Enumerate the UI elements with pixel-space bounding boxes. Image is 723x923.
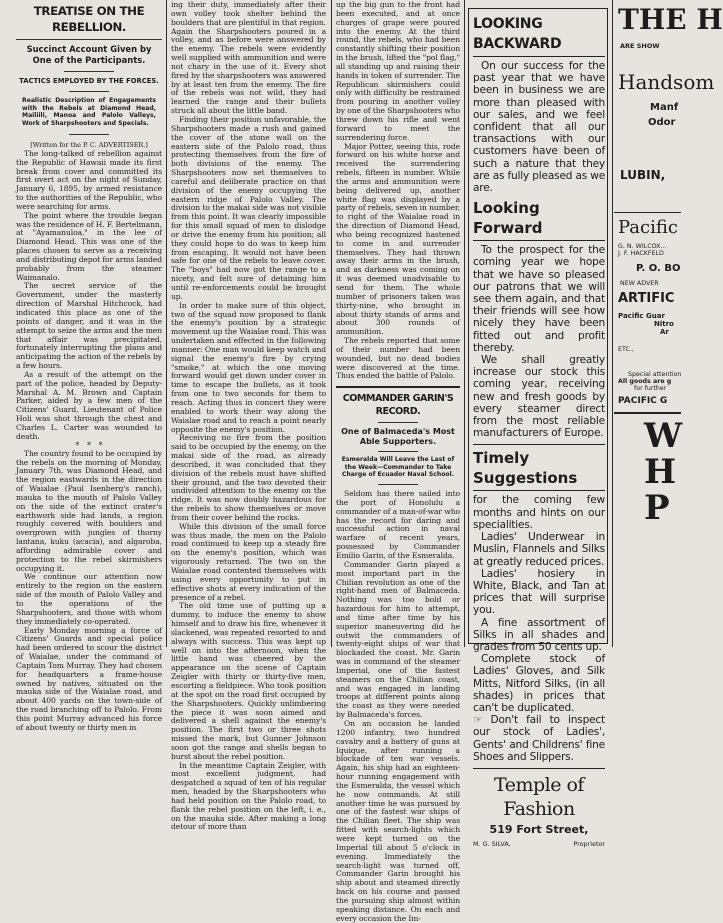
ad-text: for further xyxy=(634,385,667,392)
ad-text: We shall greatly increase our stock this coming year, receiving new and fresh goods by every steamer direct from the most reliable manufacturers of Europe. xyxy=(473,354,605,440)
ad-text: Ar xyxy=(660,328,669,336)
column-rule xyxy=(612,0,613,647)
column-rule xyxy=(464,0,465,647)
section-heading: TACTICS EMPLOYED BY THE FORCES. xyxy=(19,77,159,85)
paragraph: The long-talked of rebellion against the Republic of Hawaii made its first break from cover and committed its first overt act on the night of Sunday, January 6, 1895, by armed resistance to the authorities of the Republic, who were searching for arms. xyxy=(16,148,162,211)
paragraph: Commander Garin played a most important part in the Chilian revolution as one of the right-hand men of Balmaceda. Nothing was too bold or hazardous for him to attempt, and time after time by his superior maneuvering did he outwit the commanders of twenty-eight ships of war that blockaded the coast. Mr. Garin was in command of the steamer Imperial, one of the fastest steamers on the Chilian coast, and was engaged in landing troops at different points along the coast as they were needed by Balmaceda's forces. xyxy=(336,559,460,720)
divider xyxy=(614,212,681,213)
article-subtitle: Succinct Account Given by One of the Participants. xyxy=(26,44,152,65)
article-title: TREATISE ON THE REBELLION. xyxy=(33,4,145,34)
ad-heading: Looking Forward xyxy=(473,199,543,238)
ad-proprietor-name: M. G. SILVA, xyxy=(473,839,511,848)
paragraph: In order to make sure of this object, two of the squad now proposed to flank the enemy's position by a strategic movement up the Waialae road. This was undertaken and effected in the following manner: One man would keep watch and signal the enemy's fire by crying "smoke," at which the one moving forward would get down under cover in time to escape the bullets, as it took from one to two seconds for them to reach. Acting thus in concert they were enabled to work their way along the Waialae road and to reach a point nearly opposite the enemy's position. xyxy=(171,300,326,434)
ad-proprietor-role: Proprietor xyxy=(573,839,605,848)
article-title: COMMANDER GARIN'S RECORD. xyxy=(342,393,454,418)
ad-heading: P xyxy=(644,488,670,528)
paragraph: ing their duty, immediately after their own volley took shelter behind the boulders that are plentiful in that region. Again the Sharpshooters poured in a volley, and as before were answered by the enemy. The rebels were evidently well supplied with ammunition and were not chary in the use of it. Every shot fired by the sharpshooters was answered by at least ten from the enemy. The fire of the rebels was not wild, they had learned the range and their bullets struck all about the little band. xyxy=(171,0,327,116)
ad-heading: LUBIN, xyxy=(620,168,666,182)
paragraph: Major Potter, seeing this, rode forward on his white horse and received the surrendering rebels, fifteen in number. While the arms and ammunition were being delivered up, another white flag was displayed by a party of rebels, seven in number, to right of the Waialae road in the direction of Diamond Head, who being recognized hastened to come in and surrender themselves. They had thrown away their arms in the brush, and as darkness was coming on it was deemed unadvisable to send for them. The whole number of prisoners taken was thirty-nine, who brought in about thirty stands of arms and about 300 rounds of ammunition. xyxy=(336,141,460,337)
ad-list-item: A fine assortment of Silks in all shades and grades from 50 cents up. xyxy=(473,616,605,653)
column-2 xyxy=(171,0,327,832)
ad-text: Odor xyxy=(648,117,676,128)
paragraph: The rebels reported that some of their number had been wounded, but no dead bodies were discovered at the time. Thus ended the battle of Palolo. xyxy=(336,336,460,381)
ad-text: Manf xyxy=(650,102,679,113)
ad-text: P. O. BO xyxy=(636,263,681,274)
paragraph: Early Monday morning a force of Citizens' Guards and special police had been ordered to scour the district of Waialae, under the command of Captain Tom Murray. They had chosen for headquarters a frame-house owned by natives, situated on the mauka side of the Waialae road, and about 400 yards on the town-side of the road branching off to Palolo. From this point Murray advanced his force of about twenty or thirty men in xyxy=(16,625,162,732)
ad-list-item: for the coming few months and hints on our specialities. xyxy=(473,494,605,531)
paragraph: In the meantime Captain Zeigler, with most excellent judgment, had despatched a squad of ten of his regular men, headed by the Sharpshooters who had held position on the Palolo road, to flank the rebel position on the left, i. e., on the mauka side. After making a long detour of more than xyxy=(171,760,326,832)
advertisement-temple-of-fashion xyxy=(466,0,611,848)
article-subtitle: One of Balmaceda's Most Able Supporters. xyxy=(341,427,455,447)
ad-heading: Timely Suggestions xyxy=(473,449,578,488)
paragraph: While this division of the small force was thus made, the men on the Palolo road continued to keep up a steady fire on the enemy's position, which was vigorously returned. The two on the Waialae road contented themselves with using every opportunity to put in effective shots at every indication of the presence of a rebel. xyxy=(171,521,326,602)
ad-heading: LOOKING BACKWARD xyxy=(473,16,562,52)
ad-text: G. N. WILCOX... xyxy=(618,243,667,250)
ad-heading: H xyxy=(644,452,677,492)
paragraph: As a result of the attempt on the part of the police, headed by Deputy-Marshal A. M. Brown and Captain Parker, aided by a few men of the Citizens' Guard, Lieutenant of Police Holi was shot through the chest and Charles L. Carter was wounded to death. xyxy=(16,369,162,441)
divider xyxy=(336,386,460,388)
ad-text: ETC., xyxy=(618,346,634,353)
ad-text: J. F. HACKFELD xyxy=(618,250,664,257)
article-deck: Realistic Description of Engagements with the Rebels at Diamond Head, Mailiili, Manoa and Palolo Valleys, Work of Sharpshooters and Specials. xyxy=(22,96,156,128)
column-3 xyxy=(336,0,460,923)
column-1 xyxy=(16,0,163,732)
ad-store-name: Temple of Fashion xyxy=(494,773,584,820)
column-5-cropped xyxy=(614,0,723,647)
ad-list-item-text: Don't fail to inspect our stock of Ladies', Gents' and Childrens' fine Shoes and Slippers. xyxy=(473,714,605,763)
ad-address: 519 Fort Street, xyxy=(489,822,589,836)
paragraph: Receiving no fire from the position said to be occupied by the enemy, on the makai side of the road, as already described, it was concluded that they division of the rebels must have shifted their ground, and the two devoted their undivided attention to the enemy on the ridge. It was now doubly hazardous for the rebels to show themselves or move from their cover behind the rocks. xyxy=(171,433,326,522)
ad-text: On our success for the past year that we have been in business we are more than pleased with our sales, and we feel confident that all our transactions with our customers have been of such a nature that they are as fully pleased as we are. xyxy=(473,60,606,195)
ad-proprietor xyxy=(473,839,605,849)
column-rule xyxy=(166,0,167,647)
divider xyxy=(473,768,605,769)
divider xyxy=(473,444,605,445)
ad-heading: ARTIFIC xyxy=(618,291,675,306)
paragraph: The secret service of the Government, under the masterly direction of Marshal Hitchcock, had indicated this place as one of the points of danger, and it was in the attempt to seize the arms and the men that affair was precipitated, fortunately interrupting the plans and anticipating the action of the rebels by a few hours. xyxy=(16,281,162,371)
ad-text: ARE SHOW xyxy=(620,42,660,50)
ad-heading: PACIFIC G xyxy=(618,396,668,406)
divider xyxy=(614,412,681,414)
divider xyxy=(473,56,605,57)
paragraph: We continue our attention now entirely to the region on the eastern side of the mouth of Palolo Valley and to the operations of the Sharpshooters, and those with whom they immediately co-operated. xyxy=(16,572,162,626)
divider xyxy=(378,484,418,485)
ad-text: Nitro xyxy=(654,320,674,328)
divider xyxy=(378,451,418,452)
paragraph: up the big gun to the front had been executed, and at once charges of grape were poured into the enemy. At the third round, the rebels, who had been constantly shifting their position in the brush, lifted the "pol flag," all standing up and raising their hands in token of surrender. The Republican skirmishers could only with difficulty be restrained from pouring in another volley by one of the Sharpshooters who threw down his rifle and went forward to meet the surrendering force. xyxy=(336,0,460,142)
ad-text: Special attention xyxy=(628,371,682,378)
divider xyxy=(16,39,162,40)
byline: [Written for the P. C. ADVERTISER.] xyxy=(30,140,148,149)
paragraph: The old time use of putting up a dummy, to induce the enemy to show himself and to draw his fire, whenever it slackened, was repeated resorted to and always with success. This was kept up well on into the afternoon, when the little band was cheered by the appearance on the scene of Captain Zeigler with thirty or thirty-five men, escorting a fieldpiece. Who took position at the spot on the road first occupied by the Sharpshooters. Quickly unlimbering the piece it was soon aimed and delivered a shell against the enemy's position. The first two or three shots missed the mark, but Gunner Johnson soon got the range and shells began to burst about the rebel position. xyxy=(171,601,326,761)
ad-heading: W xyxy=(644,416,683,456)
asterisk-divider: * * * xyxy=(75,440,103,450)
ad-list-item xyxy=(473,714,605,763)
ad-text: To the prospect for the coming year we hope that we have so pleased our patrons that we will see them again, and that their friends will see how nicely they have been fitted out and profit thereby. xyxy=(473,244,605,354)
divider xyxy=(473,490,605,491)
ad-heading: THE H xyxy=(618,3,723,36)
pointing-hand-icon: ☞ xyxy=(473,714,491,727)
article-deck: Esmeralda Will Leave the Last of the Week—Commander to Take Charge of Ecuador Naval School. xyxy=(341,456,455,479)
divider xyxy=(64,71,114,72)
divider xyxy=(473,240,605,241)
ad-list-item: Ladies' Underwear in Muslin, Flannels and Silks at greatly reduced prices. xyxy=(473,531,605,568)
ad-text: Pacific Guar xyxy=(618,312,665,320)
paragraph: Finding their position unfavorable, the Sharpshooters made a rush and gained the cover of the stone wall on the eastern side of the Palolo road, thus protecting themselves from the fire of both divisions of the enemy. The Sharpshooters now set themselves to careful and deliberate practice on that division of the enemy occupying the eastern ridge of Palolo Valley. The division to the makai side was not visible from this point. It was clearly impossible for this small squad of men to dislodge or drive the enemy from his position; all they could hope to do was to keep him from escaping. It would not have been safe for one of the rebels to leave cover. The "boys" had now got the range to a nicety, and felt sure of detaining him until re-enforcements could be brought up. xyxy=(171,114,326,301)
paragraph: On an occasion he landed 1200 infantry, two hundred cavalry and a battery of guns at Iquique, after running a blockade of ten war vessels. Again, his ship had an eighteen-hour running engagement with the Esmeralda, the vessel which he now commands. At still another time he was pursued by one of the fastest war ships of the Chilian fleet. The ship was fitted with search-lights which were kept turned on the Imperial till about 5 o'clock in evening. Immediately the search-light was turned off, Commander Garin brought his ship about and steamed directly back on his course and passed the pursuing ship almost within speaking distance. On each and every occasion the Im- xyxy=(336,719,460,923)
paragraph: Seldom has there sailed into the port of Honolulu a commander of a man-of-war who has the record for daring and successful action in naval warfare of recent years, possessed by Commander Emilio Garin, of the Esmeralda. xyxy=(336,489,460,560)
paragraph: The country found to be occupied by the rebels on the morning of Monday, January 7th, was Diamond Head, and the region eastwards in the direction of Waialae (Paul Isenberg's ranch), mauka to the mouth of Palolo Valley on the side of the extinct crater's earthwork side had lands, a region roughly covered with boulders and overgrown with jungles of thorny lantana, kuku (acacia), and algaroba, affording admirable cover and protection to the rebel skirmishers occupying it. xyxy=(16,448,162,573)
ad-text: All goods are g xyxy=(618,378,672,385)
ad-list-item: Ladies' hosiery in White, Black, and Tan at prices that will surprise you. xyxy=(473,567,605,617)
ad-list-item: Complete stock of Ladies' Gloves, and Silk Mitts, Nitford Silks, (in all shades) in prices that can't be duplicated. xyxy=(473,653,605,714)
divider xyxy=(69,91,109,92)
ad-heading: Pacific xyxy=(618,217,678,238)
ad-text: NEW ADVER xyxy=(620,280,659,287)
divider xyxy=(69,134,109,135)
column-rule xyxy=(331,0,332,647)
paragraph: The point where the trouble began was the residence of H. F. Bertelmann, at "Ayamanuloa," in the lee of Diamond Head. This was one of the places chosen to serve as a receiving and distributing depot for arms landed probably from the steamer Waimanalo. xyxy=(16,210,163,282)
divider xyxy=(378,422,418,423)
ad-heading: Handsom xyxy=(618,70,715,94)
